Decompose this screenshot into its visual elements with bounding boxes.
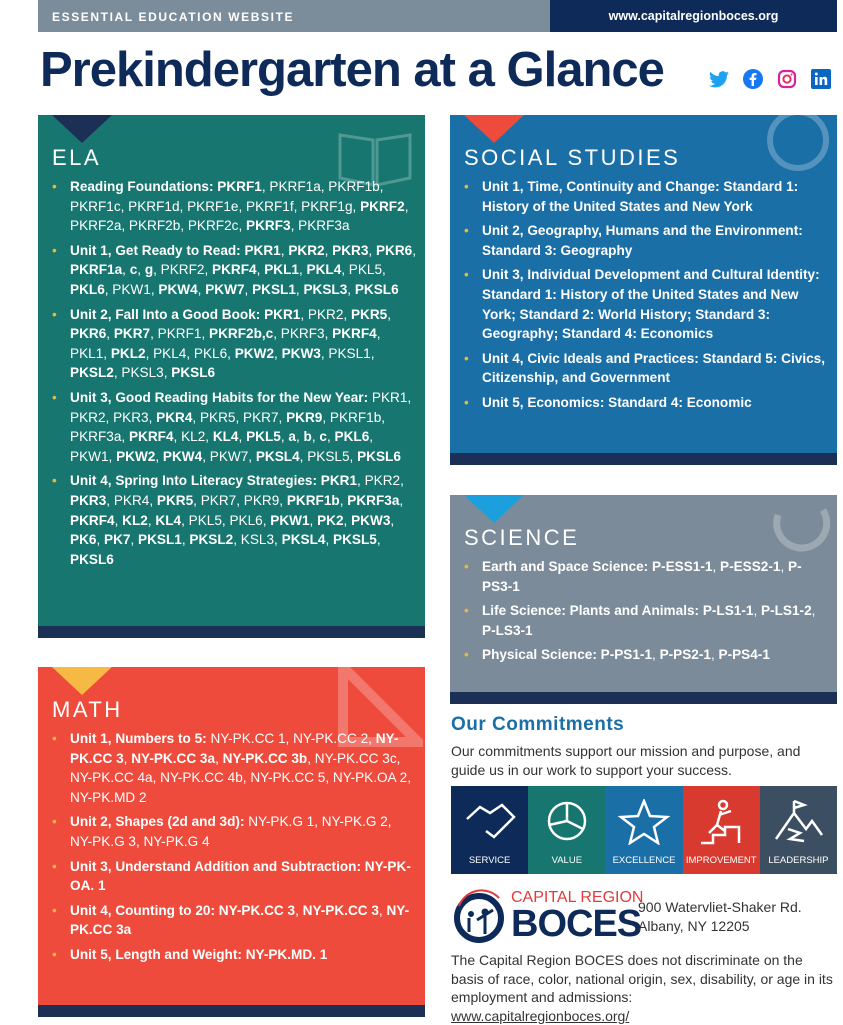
top-bar (38, 0, 837, 32)
standard-text: PKL4 (307, 262, 342, 277)
standard-text: Unit 1, Time, Continuity and Change: Standard 1: History of the United States and New York (482, 179, 798, 214)
standard-text: PKRF1a (70, 262, 122, 277)
notch (464, 495, 524, 523)
list-item (52, 305, 417, 383)
standard-text: , PKL5, PKL6, (181, 513, 270, 528)
standard-text: KL4 (155, 513, 181, 528)
value-label: SERVICE (469, 855, 511, 866)
standard-text: PKSL6 (355, 282, 399, 297)
ela-section (38, 115, 425, 638)
standard-text: , (812, 603, 816, 618)
climbing-stairs-icon (693, 799, 749, 845)
standard-text: PKRF3 (246, 218, 291, 233)
standard-text: , (96, 532, 104, 547)
standard-text: , PKSL1, (321, 346, 375, 361)
standard-text: , (239, 429, 247, 444)
standard-text: b (304, 429, 312, 444)
standard-text: , PKW7, (202, 449, 256, 464)
standard-text: PKW2 (116, 449, 155, 464)
standard-text: , (712, 559, 720, 574)
standard-text: PKR6 (376, 243, 412, 258)
standard-text: NY-PK.CC 1, NY-PK.CC 2, (207, 731, 376, 746)
values-row (451, 786, 837, 874)
value-tile-service (451, 786, 528, 874)
list-item (52, 812, 417, 851)
standard-text: NY-PK.CC 3a (131, 751, 215, 766)
list-item (464, 265, 829, 343)
list-item (52, 177, 417, 236)
standards-list (52, 729, 417, 986)
value-tile-improvement (683, 786, 760, 874)
value-label: LEADERSHIP (768, 855, 828, 866)
standard-text: PKSL1 (252, 282, 296, 297)
mountain-flag-icon (770, 799, 826, 845)
standards-list (52, 177, 417, 590)
standard-text: , PKW1, (105, 282, 159, 297)
boces-logo-icon (451, 888, 507, 944)
standard-text: , (137, 262, 145, 277)
list-item (52, 945, 417, 965)
standard-text: PKSL6 (357, 449, 401, 464)
standard-text: , (295, 903, 303, 918)
facebook-icon[interactable] (742, 68, 764, 90)
standard-text: , (245, 282, 253, 297)
standard-text: PKRF4 (129, 429, 174, 444)
standard-text: PKRF1b (287, 493, 340, 508)
standard-text: P-ESS2-1 (720, 559, 780, 574)
standard-text: , PKSL3, (114, 365, 171, 380)
logo-line1: CAPITAL REGION (511, 890, 643, 906)
standard-text: Unit 4, Spring Into Literacy Strategies: PKR1 (70, 473, 357, 488)
standard-text: PKSL3 (303, 282, 347, 297)
standard-text: PK6 (70, 532, 96, 547)
notch (464, 115, 524, 143)
standard-text: , (122, 262, 130, 277)
bottom-strip (38, 1005, 425, 1017)
standard-text: PKSL6 (70, 552, 114, 567)
standard-text: Earth and Space Science: P-ESS1-1 (482, 559, 712, 574)
standard-text: PKRF4 (212, 262, 257, 277)
standard-text: Unit 5, Economics: Standard 4: Economic (482, 395, 752, 410)
standard-text: , (155, 449, 163, 464)
standard-text: PKRF2b,c (209, 326, 273, 341)
list-item (52, 857, 417, 896)
standard-text: PKR4 (156, 410, 192, 425)
standard-text: , (412, 243, 416, 258)
standard-text: PKSL6 (171, 365, 215, 380)
section-title: MATH (52, 697, 417, 723)
list-item (464, 393, 829, 413)
standard-text: , (130, 532, 138, 547)
star-icon (616, 799, 672, 845)
list-item (464, 221, 829, 260)
standard-text: , (753, 603, 761, 618)
standard-text: , PKR2, (357, 473, 404, 488)
standard-text: , (325, 243, 333, 258)
standard-text: , PKRF1, (150, 326, 209, 341)
standard-text: PKSL4 (282, 532, 326, 547)
standard-text: PKW3 (351, 513, 390, 528)
footer-link[interactable]: www.capitalregionboces.org/ (451, 1007, 837, 1025)
twitter-icon[interactable] (708, 68, 730, 90)
list-item (464, 645, 829, 665)
standard-text: , (281, 429, 289, 444)
standard-text: , (399, 493, 403, 508)
page-title: Prekindergarten at a Glance (40, 42, 664, 98)
standard-text: , (215, 751, 223, 766)
standard-text: , (310, 513, 318, 528)
standard-text: PKR9 (286, 410, 322, 425)
standard-text: PKSL1 (138, 532, 182, 547)
notch (52, 115, 112, 143)
standard-text: Unit 4, Counting to 20: NY-PK.CC 3 (70, 903, 295, 918)
standard-text: , PKR7, PKR9, (193, 493, 287, 508)
standard-text: , PKW1, (70, 429, 373, 464)
standard-text: PKSL5 (333, 532, 377, 547)
list-item (464, 349, 829, 388)
atom-icon (763, 495, 833, 555)
standard-text: PKR3 (70, 493, 106, 508)
list-item (52, 901, 417, 940)
science-section (450, 495, 837, 704)
standard-text: Unit 3, Good Reading Habits for the New Year: (70, 390, 368, 405)
standard-text: P-LS3-1 (482, 623, 533, 638)
standard-text: , (124, 751, 132, 766)
standard-text: PK2 (317, 513, 343, 528)
standard-text: PKRF4 (70, 513, 115, 528)
social-links (708, 68, 832, 90)
standard-text: PKR6 (70, 326, 106, 341)
standard-text: PKR2 (288, 243, 324, 258)
standard-text: , PKL4, PKL6, (146, 346, 235, 361)
section-title: SOCIAL STUDIES (464, 145, 829, 171)
standard-text: PKSL4 (256, 449, 300, 464)
math-section (38, 667, 425, 1017)
standard-text: PK7 (104, 532, 130, 547)
value-label: EXCELLENCE (613, 855, 676, 866)
standard-text: PKW4 (158, 282, 197, 297)
standard-text: PKR1, PKR2, PKR3, (70, 390, 411, 425)
standard-text: Unit 3, Individual Development and Cultural Identity: Standard 1: History of the United States and New York; Standard 2: World History; Standard 3: Geography; Standard 4: Economics (482, 267, 820, 341)
standard-text: , (312, 429, 320, 444)
standard-text: PKL5 (246, 429, 281, 444)
standard-text: PKRF4 (332, 326, 377, 341)
standard-text: P-LS1-2 (761, 603, 812, 618)
standard-text: PKW4 (163, 449, 202, 464)
standard-text: c (130, 262, 138, 277)
disclaimer (451, 951, 837, 1025)
standard-text: NY-PK.G 1, NY-PK.G 2, NY-PK.G 3, NY-PK.G 4 (70, 814, 392, 849)
standard-text: Life Science: Plants and Animals: P-LS1-1 (482, 603, 753, 618)
standard-text: , (327, 429, 335, 444)
standard-text: , PKL5, (341, 262, 386, 277)
standard-text: PKW7 (205, 282, 244, 297)
value-tile-excellence (605, 786, 682, 874)
standard-text: , (274, 346, 282, 361)
standard-text: , PKRF3, (273, 326, 332, 341)
list-item (52, 471, 417, 569)
standard-text: c (319, 429, 327, 444)
standard-text: , (325, 532, 333, 547)
standard-text: PKW2 (235, 346, 274, 361)
standard-text: , PKR4, (106, 493, 157, 508)
list-item (52, 388, 417, 466)
bottom-strip (450, 453, 837, 465)
standard-text: , PKRF3a (291, 218, 350, 233)
standard-text: , (182, 532, 190, 547)
standard-text: , (115, 513, 123, 528)
standard-text: Unit 5, Length and Weight: NY-PK.MD. 1 (70, 947, 327, 962)
standard-text: , (299, 262, 307, 277)
standard-text: Physical Science: P-PS1-1 (482, 647, 652, 662)
standard-text: PKW1 (270, 513, 309, 528)
standard-text: NY-PK.CC 3 (303, 903, 379, 918)
notch (52, 667, 112, 695)
standard-text: , KSL3, (233, 532, 281, 547)
boces-logo (451, 888, 643, 944)
standard-text: PKSL2 (70, 365, 114, 380)
standard-text: PKW3 (282, 346, 321, 361)
section-title: SCIENCE (464, 525, 829, 551)
tagline: ESSENTIAL EDUCATION WEBSITE (38, 0, 550, 32)
standard-text: Unit 1, Numbers to 5: (70, 731, 207, 746)
standard-text: , (387, 307, 391, 322)
standard-text: , (377, 532, 381, 547)
standard-text: , PKRF1b, PKRF3a, (70, 410, 385, 445)
standard-text: , (340, 493, 348, 508)
value-label: IMPROVEMENT (686, 855, 757, 866)
standard-text: PKR3 (332, 243, 368, 258)
standard-text: PKR5 (157, 493, 193, 508)
standard-text: , KL2, (174, 429, 213, 444)
standard-text: P-PS3-1 (482, 559, 802, 594)
standard-text: , PKRF1a, PKRF1b, PKRF1c, PKRF1d, PKRF1e, PKRF1f, PKRF1g, (70, 179, 383, 214)
standard-text: , (652, 647, 660, 662)
standard-text: PKL6 (335, 429, 370, 444)
standard-text: KL2 (122, 513, 148, 528)
commitments-title: Our Commitments (451, 714, 624, 736)
globe-icon (763, 115, 833, 175)
standard-text: , (347, 282, 355, 297)
standard-text: Reading Foundations: PKRF1 (70, 179, 262, 194)
standard-text: , (344, 513, 352, 528)
standard-text: , (379, 903, 387, 918)
standard-text: , PKR2, (300, 307, 351, 322)
list-item (52, 729, 417, 807)
standard-text: , PKRF2a, PKRF2b, PKRF2c, (70, 199, 408, 234)
value-tile-value (528, 786, 605, 874)
disclaimer-text: The Capital Region BOCES does not discriminate on the basis of race, color, national origin, sex, disability, or age in its employment and admissions: (451, 952, 833, 1005)
standard-text: , (198, 282, 206, 297)
address (638, 898, 802, 936)
standard-text: Unit 2, Fall Into a Good Book: PKR1 (70, 307, 300, 322)
standard-text: , (281, 243, 289, 258)
section-title: ELA (52, 145, 417, 171)
standard-text: NY-PK.CC 3b (223, 751, 308, 766)
standard-text: , NY-PK.CC 3c, NY-PK.CC 4a, NY-PK.CC 4b, NY-PK.CC 5, NY-PK.OA 2, NY-PK.MD 2 (70, 751, 411, 805)
standard-text: PKR5 (351, 307, 387, 322)
handshake-icon (462, 799, 518, 845)
standard-text: , (296, 429, 304, 444)
bottom-strip (450, 692, 837, 704)
standard-text: , (368, 243, 376, 258)
pie-chart-icon (539, 799, 595, 845)
address-line2: Albany, NY 12205 (638, 917, 802, 936)
standard-text: , (257, 262, 265, 277)
standard-text: NY-PK.CC 3a (70, 903, 409, 938)
standard-text: P-PS4-1 (719, 647, 770, 662)
standard-text: Unit 4, Civic Ideals and Practices: Standard 5: Civics, Citizenship, and Government (482, 351, 825, 386)
standard-text: , (296, 282, 304, 297)
logo-line2: BOCES (511, 906, 643, 942)
standard-text: , (780, 559, 788, 574)
standard-text: PKSL2 (189, 532, 233, 547)
commitments-text: Our commitments support our mission and purpose, and guide us in our work to support your success. (451, 742, 836, 780)
standard-text: , (711, 647, 719, 662)
standard-text: PKRF3a (347, 493, 399, 508)
standard-text: PKR7 (114, 326, 150, 341)
standard-text: , (106, 326, 114, 341)
list-item (52, 241, 417, 300)
standard-text: a (288, 429, 296, 444)
value-tile-leadership (760, 786, 837, 874)
standard-text: , PKSL5, (300, 449, 357, 464)
standard-text: Unit 2, Shapes (2d and 3d): (70, 814, 244, 829)
list-item (464, 601, 829, 640)
list-item (464, 177, 829, 216)
website-link[interactable]: www.capitalregionboces.org (550, 0, 837, 32)
bottom-strip (38, 626, 425, 638)
standard-text: Unit 2, Geography, Humans and the Environment: Standard 3: Geography (482, 223, 803, 258)
standard-text: , PKRF2, (153, 262, 212, 277)
standards-list (464, 557, 829, 686)
value-label: VALUE (552, 855, 582, 866)
standard-text: , PKR5, PKR7, (192, 410, 286, 425)
standard-text: , (390, 513, 394, 528)
standard-text: PKL1 (264, 262, 299, 277)
social-studies-section (450, 115, 837, 465)
standard-text: Unit 1, Get Ready to Read: PKR1 (70, 243, 281, 258)
standard-text: PKL2 (111, 346, 146, 361)
standards-list (464, 177, 829, 434)
standard-text: PKL6 (70, 282, 105, 297)
standard-text: P-PS2-1 (660, 647, 711, 662)
standard-text: KL4 (213, 429, 239, 444)
standard-text: NY-PK.CC 3 (70, 731, 398, 766)
standard-text: , (148, 513, 156, 528)
address-line1: 900 Watervliet-Shaker Rd. (638, 898, 802, 917)
list-item (464, 557, 829, 596)
standard-text: PKRF2 (360, 199, 405, 214)
instagram-icon[interactable] (776, 68, 798, 90)
linkedin-icon[interactable] (810, 68, 832, 90)
standard-text: Unit 3, Understand Addition and Subtraction: NY-PK-OA. 1 (70, 859, 411, 894)
standard-text: , PKL1, (70, 326, 381, 361)
standard-text: g (145, 262, 153, 277)
